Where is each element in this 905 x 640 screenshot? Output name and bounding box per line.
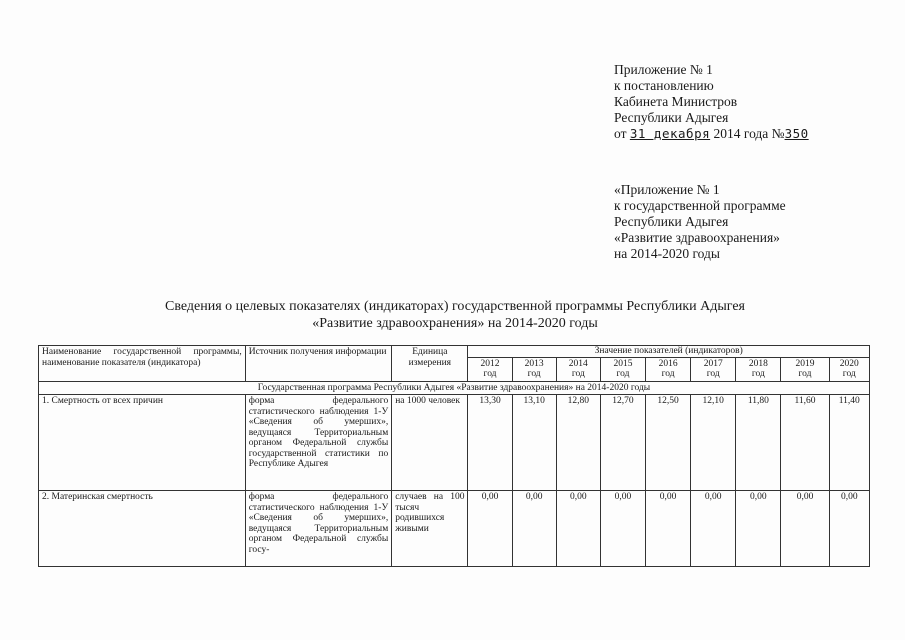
value-cell: 12,70 xyxy=(600,395,645,491)
value-cell: 0,00 xyxy=(600,491,645,567)
table-row xyxy=(39,491,870,567)
table-row xyxy=(39,395,870,491)
header-values: Значение показателей (индикаторов) xyxy=(468,346,870,358)
header-unit: Единица измерения xyxy=(392,346,468,382)
header-name: Наименование государственной программы, наименование показателя (индикатора) xyxy=(39,346,246,382)
value-cell: 13,10 xyxy=(512,395,556,491)
value-cell: 13,30 xyxy=(468,395,512,491)
value-cell: 12,10 xyxy=(691,395,736,491)
indicator-name: 1. Смертность от всех причин xyxy=(39,395,246,491)
appendix-program-block xyxy=(614,182,786,262)
year-header: 2020 год xyxy=(829,357,869,381)
year-header: 2014 год xyxy=(556,357,600,381)
appendix-date-line xyxy=(614,126,809,142)
table-header-row xyxy=(39,346,870,358)
year-header: 2017 год xyxy=(691,357,736,381)
value-cell: 0,00 xyxy=(468,491,512,567)
date-prefix: от xyxy=(614,126,627,141)
value-cell: 0,00 xyxy=(781,491,829,567)
header-source: Источник получения информации xyxy=(245,346,392,382)
value-cell: 11,60 xyxy=(781,395,829,491)
indicator-name: 2. Материнская смертность xyxy=(39,491,246,567)
value-cell: 0,00 xyxy=(556,491,600,567)
value-cell: 11,40 xyxy=(829,395,869,491)
date-year: 2014 года № xyxy=(713,126,785,141)
date-value: 31 декабря xyxy=(629,126,711,141)
section-title: Государственная программа Республики Адыгея «Развитие здравоохранения» на 2014-2020 годы xyxy=(39,381,870,395)
resolution-number: 350 xyxy=(784,126,809,141)
appendix-program-line: «Приложение № 1 xyxy=(614,182,720,197)
indicator-source: форма федерального статистического наблюдения 1-У «Сведения об умерших», ведущаяся Территориальным органом Федеральной службы госу- xyxy=(245,491,392,567)
appendix-line: Приложение № 1 xyxy=(614,62,713,77)
appendix-program-line: Республики Адыгея xyxy=(614,214,729,229)
value-cell: 0,00 xyxy=(646,491,691,567)
appendix-program-line: на 2014-2020 годы xyxy=(614,246,720,261)
year-header: 2019 год xyxy=(781,357,829,381)
year-header: 2018 год xyxy=(736,357,781,381)
appendix-resolution-block xyxy=(614,62,809,142)
indicator-unit: на 1000 человек xyxy=(392,395,468,491)
title-line-1: Сведения о целевых показателях (индикаторах) государственной программы Республики Адыгея xyxy=(165,299,745,314)
indicators-table xyxy=(38,345,870,567)
year-header: 2012 год xyxy=(468,357,512,381)
indicator-source: форма федерального статистического наблюдения 1-У «Сведения об умерших», ведущаяся Территориальным органом Федеральной службы государственной статистики по Республике Адыгея xyxy=(245,395,392,491)
appendix-line: Кабинета Министров xyxy=(614,94,738,109)
appendix-program-line: к государственной программе xyxy=(614,198,786,213)
value-cell: 0,00 xyxy=(736,491,781,567)
title-line-2: «Развитие здравоохранения» на 2014-2020 годы xyxy=(312,316,598,331)
value-cell: 0,00 xyxy=(829,491,869,567)
appendix-line: к постановлению xyxy=(614,78,714,93)
indicator-unit: случаев на 100 тысяч родившихся живыми xyxy=(392,491,468,567)
year-header: 2016 год xyxy=(646,357,691,381)
year-header: 2015 год xyxy=(600,357,645,381)
value-cell: 0,00 xyxy=(512,491,556,567)
year-header: 2013 год xyxy=(512,357,556,381)
section-row xyxy=(39,381,870,395)
value-cell: 11,80 xyxy=(736,395,781,491)
appendix-program-line: «Развитие здравоохранения» xyxy=(614,230,780,245)
document-title xyxy=(40,298,870,332)
value-cell: 12,80 xyxy=(556,395,600,491)
value-cell: 0,00 xyxy=(691,491,736,567)
value-cell: 12,50 xyxy=(646,395,691,491)
appendix-line: Республики Адыгея xyxy=(614,110,729,125)
